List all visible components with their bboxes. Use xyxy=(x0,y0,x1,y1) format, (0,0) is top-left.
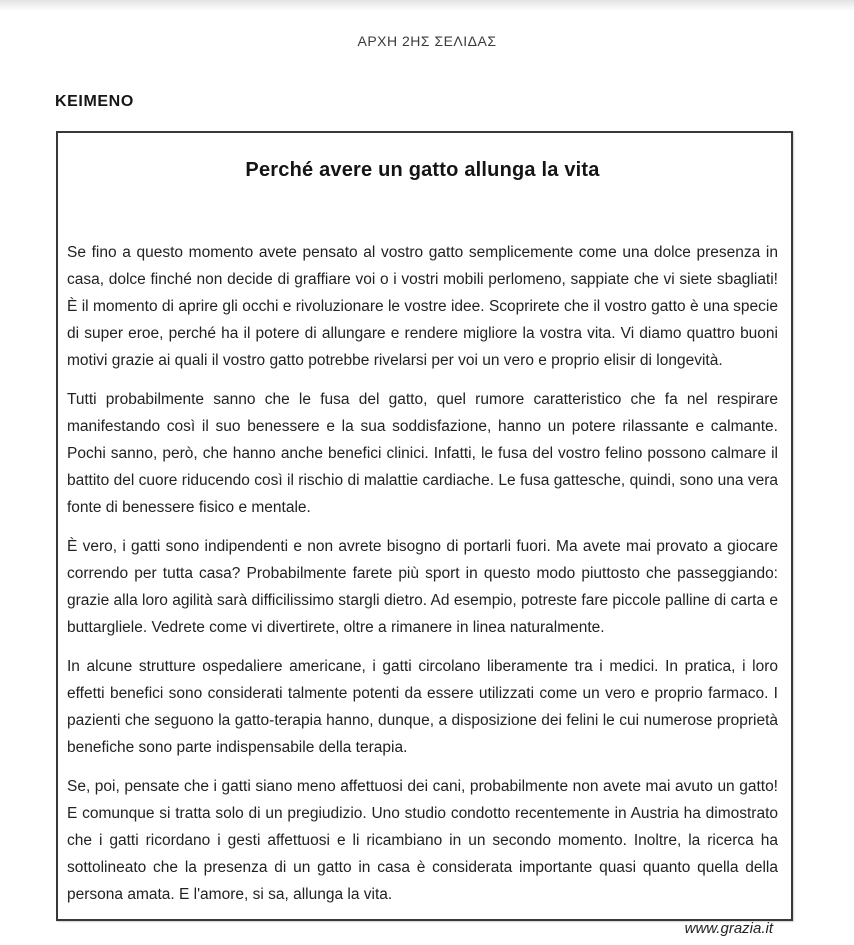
article-paragraph: Se fino a questo momento avete pensato al vostro gatto semplicemente come una dolce presenza in casa, dolce finché non decide di graffiare voi o i vostri mobili perlomeno, sappiate che vi siete sbagliati! È il momento di aprire gli occhi e rivoluzionare le vostre idee. Scoprirete che il vostro gatto è una specie di super eroe, perché ha il potere di allungare e rendere migliore la vostra vita. Vi diamo quattro buoni motivi grazie ai quali il vostro gatto potrebbe rivelarsi per voi un vero e proprio elisir di longevità. xyxy=(67,244,778,369)
source-attribution: www.grazia.it xyxy=(684,920,773,937)
section-label: ΚΕΙΜΕΝΟ xyxy=(55,93,134,110)
page-header: ΑΡΧΗ 2ΗΣ ΣΕΛΙΔΑΣ xyxy=(357,33,497,49)
article-paragraph: Tutti probabilmente sanno che le fusa del gatto, quel rumore caratteristico che fa nel respirare manifestando così il suo benessere e la sua soddisfazione, hanno un potere rilassante e calmante. Pochi sanno, però, che hanno anche benefici clinici. Infatti, le fusa del vostro felino possono calmare il battito del cuore riducendo così il rischio di malattie cardiache. Le fusa gattesche, quindi, sono una vera fonte di benessere fisico e mentale. xyxy=(67,391,778,516)
reading-text-box xyxy=(56,131,793,937)
article-title: Perché avere un gatto allunga la vita xyxy=(245,159,600,181)
article-paragraph: È vero, i gatti sono indipendenti e non avrete bisogno di portarli fuori. Ma avete mai provato a giocare correndo per tutta casa? Probabilmente farete più sport in questo modo piuttosto che passeggiando: grazie alla loro agilità sarà difficilissimo stargli dietro. Ad esempio, potreste fare piccole palline di carta e buttargliele. Vedrete come vi divertirete, oltre a rimanere in linea naturalmente. xyxy=(67,538,778,636)
article-body xyxy=(67,239,778,908)
article-paragraph: Se, poi, pensate che i gatti siano meno affettuosi dei cani, probabilmente non avete mai avuto un gatto! E comunque si tratta solo di un pregiudizio. Uno studio condotto recentemente in Austria ha dimostrato che i gatti ricordano i gesti affettuosi e li ricambiano in un secondo momento. Inoltre, la ricerca ha sottolineato che la presenza di un gatto in casa è considerata importante quasi quanto quella della persona amata. E l'amore, si sa, allunga la vita. xyxy=(67,778,778,903)
scan-edge-strip xyxy=(0,0,854,11)
article-paragraph: In alcune strutture ospedaliere americane, i gatti circolano liberamente tra i medici. In pratica, i loro effetti benefici sono considerati talmente potenti da essere utilizzati come un vero e proprio farmaco. I pazienti che seguono la gatto-terapia hanno, dunque, a disposizione dei felini le cui numerose proprietà benefiche sono parte indispensabile della terapia. xyxy=(67,658,778,756)
